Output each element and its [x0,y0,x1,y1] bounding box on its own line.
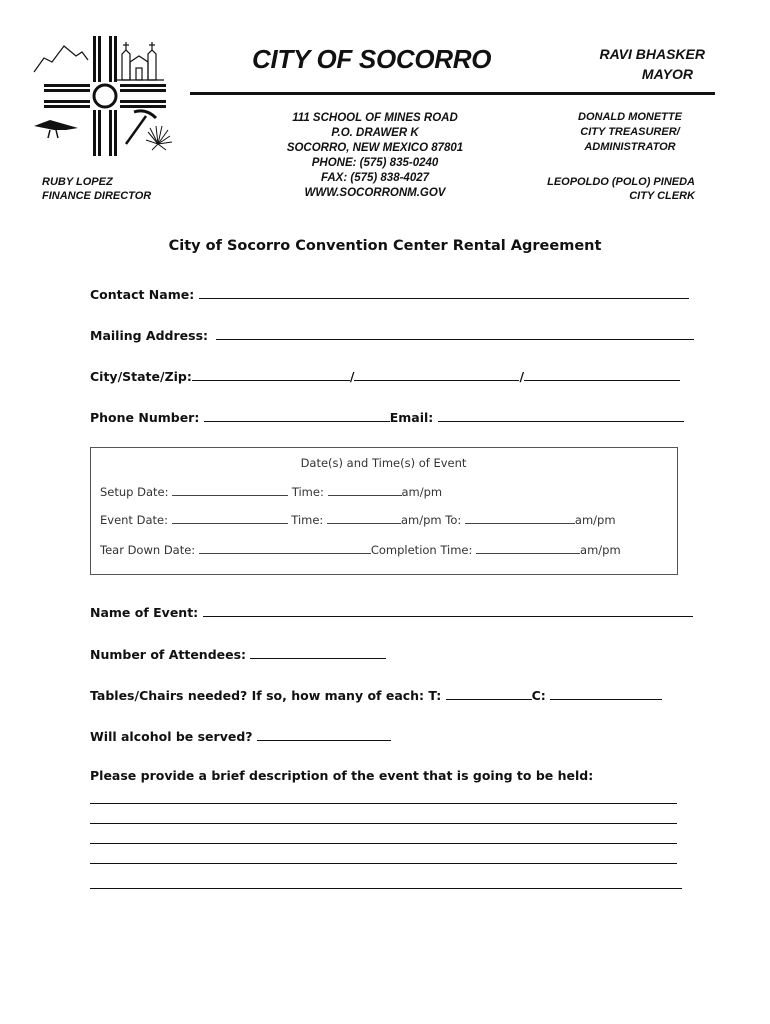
treasurer-title: CITY TREASURER/ [580,126,680,138]
city-state-zip-label: City/State/Zip: [90,369,192,384]
address-website: WWW.SOCORRONM.GOV [304,187,446,199]
completion-time-label: Completion Time: [370,543,473,557]
separator: / [349,369,355,384]
email-field[interactable] [438,409,684,422]
address-city-state: SOCORRO, NEW MEXICO 87801 [286,142,464,154]
tear-down-row [100,542,621,557]
contact-name-field[interactable] [199,286,689,299]
description-line[interactable] [90,803,677,804]
tables-field[interactable] [446,687,532,700]
attendees-row [90,646,386,662]
city-state-zip-row [90,368,680,384]
address-fax: FAX: (575) 838-4027 [320,172,430,184]
setup-ampm: am/pm [401,485,443,499]
state-field[interactable] [354,368,519,381]
tear-down-date-field[interactable] [199,542,371,554]
event-date-row [100,512,616,527]
setup-date-row [100,484,442,499]
address-phone: PHONE: (575) 835-0240 [311,157,439,169]
event-end-time-field[interactable] [465,512,575,524]
treasurer-title-2: ADMINISTRATOR [584,141,676,153]
alcohol-row [90,728,391,744]
description-line[interactable] [90,888,682,889]
setup-date-field[interactable] [172,484,288,496]
contact-name-label: Contact Name: [90,287,195,302]
event-time-label: Time: [291,513,324,527]
description-label: Please provide a brief description of the event that is going to be held: [90,768,594,783]
event-date-field[interactable] [172,512,288,524]
event-to-label: To: [445,513,462,527]
city-name: CITY OF SOCORRO [252,44,492,74]
document-title: City of Socorro Convention Center Rental Agreement [168,238,602,254]
clerk-name: LEOPOLDO (POLO) PINEDA [547,176,695,188]
tables-label: Tables/Chairs needed? If so, how many of each: T: [90,688,442,703]
treasurer-block [560,110,700,155]
setup-time-label: Time: [291,485,324,499]
clerk-title: CITY CLERK [629,190,695,202]
mailing-address-field[interactable] [216,327,694,340]
contact-name-row [90,286,689,302]
alcohol-label: Will alcohol be served? [90,729,253,744]
event-dates-box-title: Date(s) and Time(s) of Event [300,456,467,470]
address-po-box: P.O. DRAWER K [331,127,419,139]
finance-block [42,175,151,203]
phone-number-field[interactable] [204,409,390,422]
chairs-label: C: [531,688,546,703]
city-seal-logo [30,32,180,160]
event-dates-box [90,447,678,575]
attendees-label: Number of Attendees: [90,647,247,662]
tear-down-date-label: Tear Down Date: [100,543,196,557]
event-name-field[interactable] [203,604,693,617]
phone-email-row [90,409,684,425]
treasurer-name: DONALD MONETTE [578,111,682,123]
mayor-name: RAVI BHASKER [599,46,705,62]
event-name-label: Name of Event: [90,605,199,620]
event-name-row [90,604,693,620]
city-address [270,111,480,201]
event-start-time-field[interactable] [327,512,401,524]
event-date-label: Event Date: [100,513,168,527]
description-line[interactable] [90,823,677,824]
mayor-title: MAYOR [641,66,693,82]
finance-title: FINANCE DIRECTOR [42,190,152,202]
email-label: Email: [389,410,434,425]
completion-time-field[interactable] [476,542,580,554]
finance-name: RUBY LOPEZ [42,176,113,188]
chairs-field[interactable] [550,687,662,700]
clerk-block [530,175,695,203]
header-rule [190,92,715,95]
tables-chairs-row [90,687,662,703]
alcohol-field[interactable] [257,728,391,741]
description-line[interactable] [90,843,677,844]
description-line[interactable] [90,863,677,864]
separator: / [519,369,525,384]
mailing-address-row [90,327,694,343]
attendees-field[interactable] [250,646,386,659]
phone-number-label: Phone Number: [90,410,200,425]
event-start-ampm: am/pm [400,513,442,527]
setup-time-field[interactable] [328,484,402,496]
completion-ampm: am/pm [580,543,621,557]
city-field[interactable] [192,368,350,381]
description-prompt [90,768,593,783]
setup-date-label: Setup Date: [100,485,169,499]
mailing-address-label: Mailing Address: [90,328,209,343]
address-street: 111 SCHOOL OF MINES ROAD [292,112,458,124]
event-end-ampm: am/pm [574,513,616,527]
zip-field[interactable] [524,368,680,381]
